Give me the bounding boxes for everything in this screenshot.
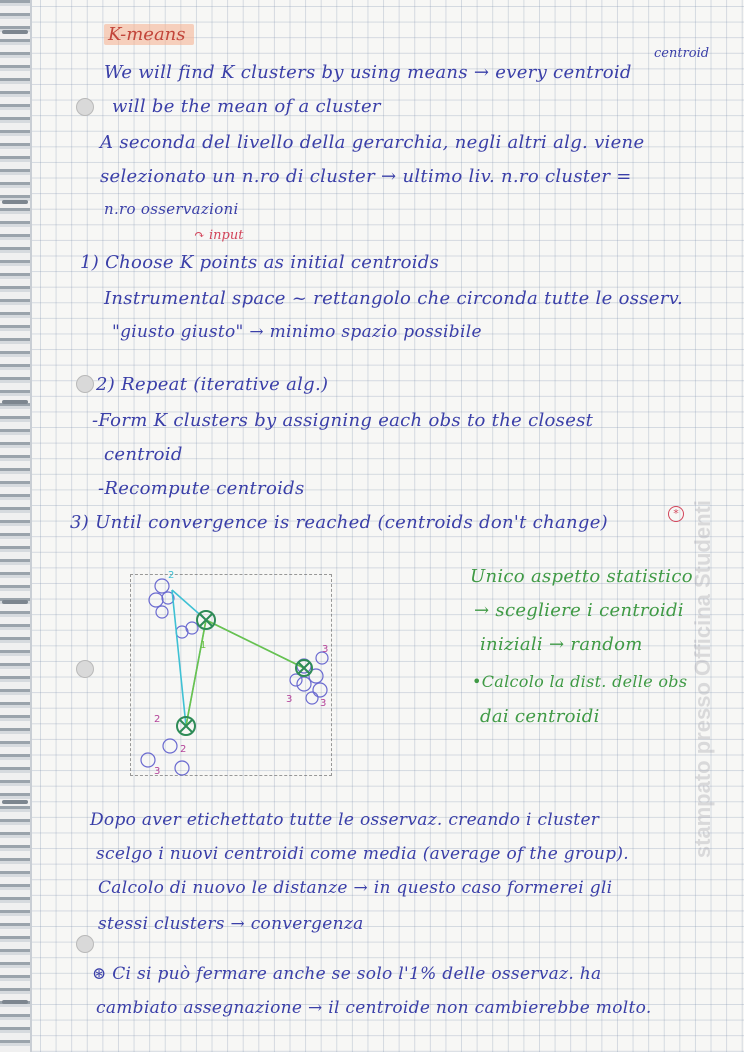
plot-label-f: 2 — [180, 744, 187, 755]
spiral-ring — [2, 600, 28, 604]
line-1: We will find K clusters by using means → every centroid — [104, 62, 632, 83]
insert-correction: centroid — [654, 46, 710, 61]
green-link — [206, 620, 304, 668]
observation-point — [141, 753, 155, 767]
spiral-ring — [2, 1000, 28, 1004]
punch-hole — [76, 660, 94, 678]
paragraph-line-1: Dopo aver etichettato tutte le osservaz. creando i cluster — [90, 810, 600, 830]
watermark: stampato presso Officina Studenti — [690, 500, 715, 859]
line-2: will be the mean of a cluster — [112, 96, 381, 117]
plot-label-a: 2 — [168, 570, 175, 581]
observation-point — [306, 692, 318, 704]
input-annotation: ↷ input — [194, 228, 244, 243]
page-title: K-means — [104, 24, 194, 45]
green-note-1: Unico aspetto statistico — [470, 566, 693, 587]
observation-point — [175, 761, 189, 775]
paragraph-line-2: scelgo i nuovi centroidi come media (average of the group). — [96, 844, 629, 864]
line-3: A seconda del livello della gerarchia, negli altri alg. viene — [100, 132, 645, 153]
step-1: 1) Choose K points as initial centroids — [80, 252, 440, 273]
kmeans-sketch — [126, 568, 356, 788]
green-note-5: dai centroidi — [480, 706, 600, 727]
plot-label-c: 3 — [322, 644, 329, 655]
spiral-ring — [2, 400, 28, 404]
plot-label-d: 2 — [154, 714, 161, 725]
line-5: n.ro osservazioni — [104, 200, 239, 218]
observation-point — [313, 683, 327, 697]
plot-label-e: 3 — [286, 694, 293, 705]
step-2: 2) Repeat (iterative alg.) — [96, 374, 329, 395]
paragraph-line-3: Calcolo di nuovo le distanze → in questo caso formerei gli — [98, 878, 613, 898]
step-3: 3) Until convergence is reached (centroids don't change) — [70, 512, 608, 533]
line-4: selezionato un n.ro di cluster → ultimo liv. n.ro cluster = — [100, 166, 632, 187]
footnote-line-2: cambiato assegnazione → il centroide non cambierebbe molto. — [96, 998, 652, 1018]
observation-point — [149, 593, 163, 607]
plot-label-h: 3 — [320, 698, 327, 709]
observation-point — [155, 579, 169, 593]
step-1-detail: Instrumental space ~ rettangolo che circonda tutte le osserv. — [104, 288, 683, 309]
plot-label-g: 3 — [154, 766, 161, 777]
plot-label-b: 1 — [200, 640, 207, 651]
green-note-4: •Calcolo la dist. delle obs — [472, 672, 688, 691]
footnote-line-1: ⊛ Ci si può fermare anche se solo l'1% delle osservaz. ha — [92, 964, 602, 984]
step-1-note: "giusto giusto" → minimo spazio possibile — [112, 322, 482, 342]
cyan-link — [172, 590, 206, 726]
observation-point — [297, 677, 311, 691]
paragraph-line-4: stessi clusters → convergenza — [98, 914, 364, 934]
observation-point — [186, 622, 198, 634]
punch-hole — [76, 935, 94, 953]
observation-point — [163, 739, 177, 753]
spiral-ring — [2, 800, 28, 804]
notebook-spiral — [0, 0, 32, 1052]
asterisk-icon: * — [668, 506, 684, 522]
green-link — [186, 620, 206, 726]
step-2-b: centroid — [104, 444, 183, 465]
green-note-2: → scegliere i centroidi — [474, 600, 684, 621]
spiral-ring — [2, 200, 28, 204]
step-2-a: -Form K clusters by assigning each obs to the closest — [92, 410, 594, 431]
observation-point — [156, 606, 168, 618]
punch-hole — [76, 375, 94, 393]
green-note-3: iniziali → random — [480, 634, 643, 655]
punch-hole — [76, 98, 94, 116]
spiral-ring — [2, 30, 28, 34]
cyan-link — [172, 590, 304, 668]
step-2-c: -Recompute centroids — [98, 478, 305, 499]
